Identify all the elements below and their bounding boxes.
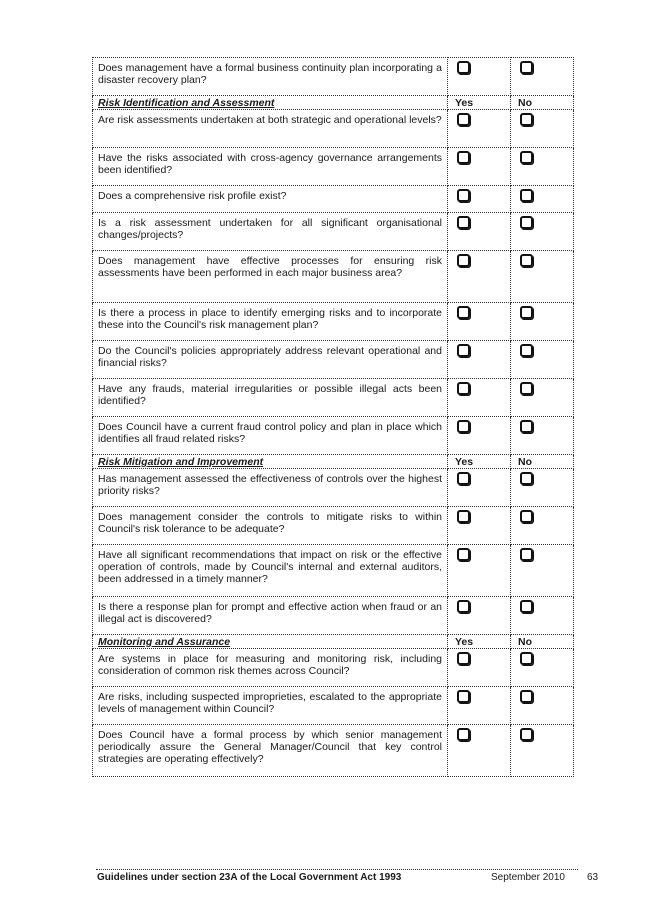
yes-column-header: Yes: [448, 96, 511, 110]
yes-cell: [448, 148, 511, 186]
question-row: [93, 186, 574, 213]
no-cell: [511, 417, 574, 455]
yes-checkbox[interactable]: [457, 548, 470, 561]
yes-cell: [448, 597, 511, 635]
question-text: Have all significant recommendations that impact on risk or the effective operation of controls, made by Council's internal and external auditors, been addressed in a timely manner?: [93, 545, 448, 597]
question-text: Does a comprehensive risk profile exist?: [93, 186, 448, 213]
question-row: [93, 649, 574, 687]
yes-cell: [448, 379, 511, 417]
question-row: [93, 725, 574, 777]
yes-checkbox[interactable]: [457, 382, 470, 395]
no-column-header: No: [511, 635, 574, 649]
question-row: [93, 507, 574, 545]
yes-cell: [448, 725, 511, 777]
no-checkbox[interactable]: [520, 600, 533, 613]
yes-checkbox[interactable]: [457, 216, 470, 229]
question-row: [93, 379, 574, 417]
no-cell: [511, 725, 574, 777]
question-text: Does management consider the controls to mitigate risks to within Council's risk tolerance to be adequate?: [93, 507, 448, 545]
no-cell: [511, 649, 574, 687]
section-header-row: [93, 635, 574, 649]
yes-checkbox[interactable]: [457, 600, 470, 613]
question-text: Has management assessed the effectiveness of controls over the highest priority risks?: [93, 469, 448, 507]
footer-date: September 2010: [491, 872, 565, 883]
no-cell: [511, 469, 574, 507]
question-row: [93, 58, 574, 96]
yes-cell: [448, 649, 511, 687]
no-checkbox[interactable]: [520, 472, 533, 485]
no-checkbox[interactable]: [520, 420, 533, 433]
question-row: [93, 469, 574, 507]
no-checkbox[interactable]: [520, 652, 533, 665]
question-row: [93, 148, 574, 186]
yes-checkbox[interactable]: [457, 113, 470, 126]
yes-cell: [448, 687, 511, 725]
question-text: Do the Council's policies appropriately address relevant operational and financial risks?: [93, 341, 448, 379]
no-cell: [511, 58, 574, 96]
no-checkbox[interactable]: [520, 306, 533, 319]
yes-cell: [448, 545, 511, 597]
no-checkbox[interactable]: [520, 510, 533, 523]
yes-cell: [448, 251, 511, 303]
footer-rule: [96, 869, 578, 870]
question-row: [93, 687, 574, 725]
yes-checkbox[interactable]: [457, 728, 470, 741]
section-header-row: [93, 96, 574, 110]
no-checkbox[interactable]: [520, 151, 533, 164]
no-cell: [511, 148, 574, 186]
no-checkbox[interactable]: [520, 216, 533, 229]
yes-checkbox[interactable]: [457, 510, 470, 523]
question-text: Is a risk assessment undertaken for all significant organisational changes/projects?: [93, 213, 448, 251]
no-column-header: No: [511, 96, 574, 110]
no-cell: [511, 687, 574, 725]
question-text: Does Council have a current fraud control policy and plan in place which identifies all fraud related risks?: [93, 417, 448, 455]
no-cell: [511, 597, 574, 635]
no-checkbox[interactable]: [520, 189, 533, 202]
no-checkbox[interactable]: [520, 344, 533, 357]
question-text: Are systems in place for measuring and monitoring risk, including consideration of common risk themes across Council?: [93, 649, 448, 687]
no-cell: [511, 213, 574, 251]
question-text: Are risks, including suspected improprieties, escalated to the appropriate levels of management within Council?: [93, 687, 448, 725]
question-row: [93, 545, 574, 597]
no-cell: [511, 341, 574, 379]
no-checkbox[interactable]: [520, 254, 533, 267]
yes-checkbox[interactable]: [457, 420, 470, 433]
yes-checkbox[interactable]: [457, 61, 470, 74]
page-number: 63: [587, 872, 599, 883]
yes-cell: [448, 341, 511, 379]
question-row: [93, 110, 574, 148]
yes-cell: [448, 507, 511, 545]
question-text: Is there a response plan for prompt and effective action when fraud or an illegal act is discovered?: [93, 597, 448, 635]
yes-checkbox[interactable]: [457, 472, 470, 485]
yes-column-header: Yes: [448, 635, 511, 649]
question-text: Is there a process in place to identify emerging risks and to incorporate these into the Council's risk management plan?: [93, 303, 448, 341]
yes-checkbox[interactable]: [457, 652, 470, 665]
yes-checkbox[interactable]: [457, 306, 470, 319]
question-row: [93, 303, 574, 341]
yes-cell: [448, 213, 511, 251]
question-row: [93, 251, 574, 303]
no-checkbox[interactable]: [520, 690, 533, 703]
section-title: Risk Mitigation and Improvement: [93, 455, 448, 469]
no-column-header: No: [511, 455, 574, 469]
section-title: Risk Identification and Assessment: [93, 96, 448, 110]
no-checkbox[interactable]: [520, 548, 533, 561]
yes-cell: [448, 469, 511, 507]
question-row: [93, 341, 574, 379]
question-text: Does management have a formal business continuity plan incorporating a disaster recovery plan?: [93, 58, 448, 96]
question-text: Are risk assessments undertaken at both strategic and operational levels?: [93, 110, 448, 148]
yes-checkbox[interactable]: [457, 254, 470, 267]
section-title: Monitoring and Assurance: [93, 635, 448, 649]
yes-column-header: Yes: [448, 455, 511, 469]
no-cell: [511, 545, 574, 597]
no-cell: [511, 110, 574, 148]
no-checkbox[interactable]: [520, 61, 533, 74]
question-row: [93, 597, 574, 635]
question-row: [93, 213, 574, 251]
no-cell: [511, 507, 574, 545]
risk-checklist-table: [92, 57, 574, 777]
question-text: Have the risks associated with cross-agency governance arrangements been identified?: [93, 148, 448, 186]
no-checkbox[interactable]: [520, 113, 533, 126]
question-text: Does Council have a formal process by which senior management periodically assure the General Manager/Council that key control strategies are operating effectively?: [93, 725, 448, 777]
yes-cell: [448, 417, 511, 455]
no-checkbox[interactable]: [520, 382, 533, 395]
yes-cell: [448, 110, 511, 148]
yes-checkbox[interactable]: [457, 344, 470, 357]
no-cell: [511, 379, 574, 417]
no-checkbox[interactable]: [520, 728, 533, 741]
no-cell: [511, 303, 574, 341]
yes-cell: [448, 303, 511, 341]
question-text: Have any frauds, material irregularities or possible illegal acts been identified?: [93, 379, 448, 417]
yes-cell: [448, 58, 511, 96]
footer-title: Guidelines under section 23A of the Local Government Act 1993: [97, 872, 402, 883]
yes-checkbox[interactable]: [457, 690, 470, 703]
yes-checkbox[interactable]: [457, 189, 470, 202]
yes-checkbox[interactable]: [457, 151, 470, 164]
yes-cell: [448, 186, 511, 213]
no-cell: [511, 251, 574, 303]
section-header-row: [93, 455, 574, 469]
question-text: Does management have effective processes for ensuring risk assessments have been performed in each major business area?: [93, 251, 448, 303]
question-row: [93, 417, 574, 455]
no-cell: [511, 186, 574, 213]
